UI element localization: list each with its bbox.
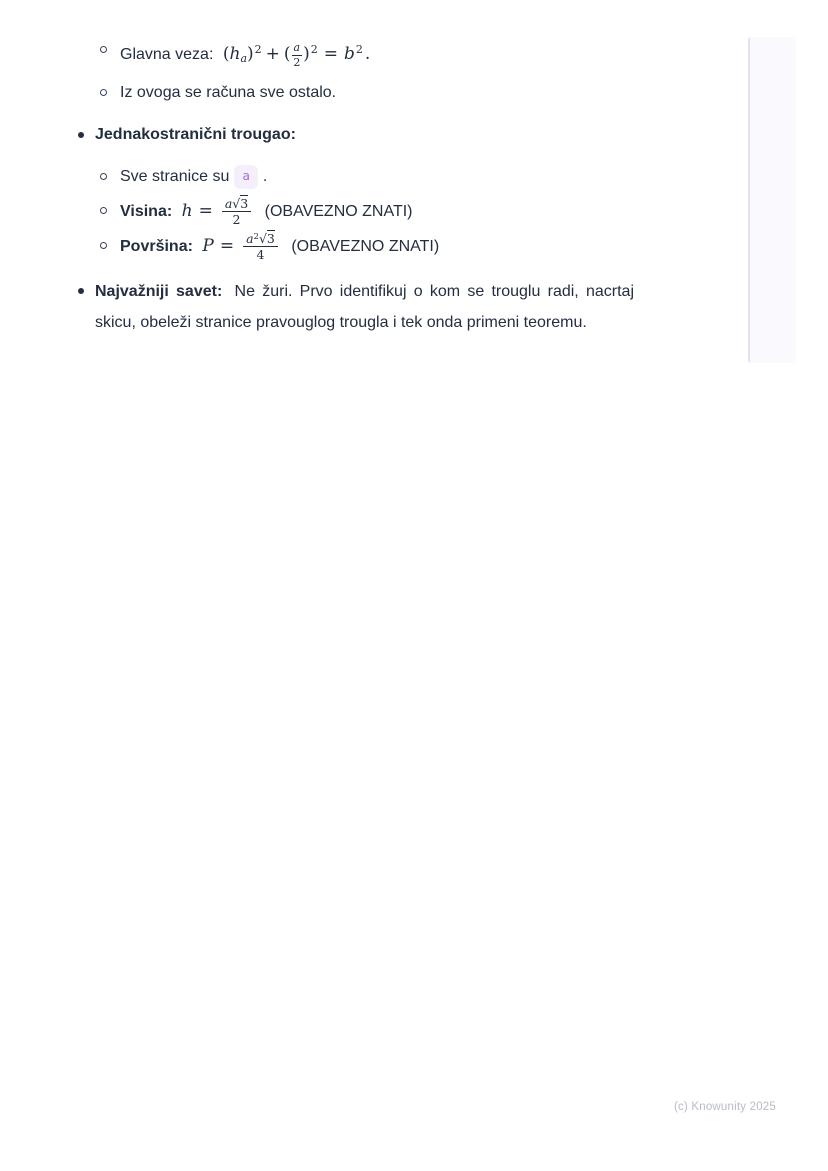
math-token: ) [247, 44, 254, 64]
emphasis-note: (OBAVEZNO ZNATI) [291, 238, 440, 256]
math-token: a [293, 41, 301, 55]
list-item-povrsina [0, 232, 634, 261]
math-token: ( [283, 44, 291, 64]
formula-label: Glavna veza: [120, 46, 214, 63]
fraction-numerator [243, 232, 278, 247]
list-item-glavna-veza [0, 36, 634, 73]
math-token: = [198, 201, 213, 222]
formula-glavna-veza [222, 41, 371, 69]
list-item-advice [0, 276, 634, 338]
section-heading: Jednakostranični trougao: [95, 126, 296, 143]
list-item-visina [0, 197, 634, 226]
circle-bullet-icon [100, 207, 107, 214]
math-token: b [343, 44, 355, 64]
advice-label: Najvažniji savet: [95, 282, 223, 300]
sub-bullet-list [0, 36, 634, 107]
math-token: 3 [240, 196, 249, 211]
list-item-equilateral-heading [0, 121, 634, 149]
notes-content [0, 36, 634, 338]
math-token: 2 [254, 43, 262, 56]
list-item-iz-ovoga [0, 79, 634, 107]
sub-bullet-list [0, 163, 634, 262]
math-token: ) [303, 44, 310, 64]
math-token: 3 [266, 231, 275, 247]
math-token: = [219, 236, 235, 257]
math-token: . [364, 44, 371, 64]
formula-visina [181, 196, 255, 228]
sqrt-icon: √ [232, 196, 241, 211]
math-token: = [323, 44, 338, 64]
formula-label: Visina: [120, 203, 173, 221]
advice-paragraph [95, 276, 634, 338]
list-item-text: Sve stranice su [120, 168, 230, 185]
circle-bullet-icon [100, 173, 107, 180]
circle-bullet-icon [100, 89, 107, 96]
side-panel-edge[interactable] [748, 37, 796, 363]
bullet-list [0, 121, 634, 149]
fraction [222, 197, 251, 226]
formula-label: Površina: [120, 238, 193, 256]
math-token: 2 [253, 232, 259, 243]
math-token: 2 [355, 43, 363, 56]
list-item-sides [0, 163, 634, 191]
math-token: h [181, 201, 193, 222]
math-token: ( [222, 44, 230, 64]
math-token: h [229, 44, 241, 64]
inline-code-badge: a [234, 165, 258, 189]
math-token: 2 [293, 56, 301, 69]
math-token: P [202, 236, 214, 257]
math-token: 2 [310, 43, 318, 56]
math-token: a [246, 231, 254, 247]
fraction-denominator: 2 [232, 212, 241, 228]
math-token: a [240, 52, 247, 65]
bullet-list [0, 276, 634, 338]
circle-bullet-icon [100, 242, 107, 249]
circle-bullet-icon [100, 46, 107, 53]
emphasis-note: (OBAVEZNO ZNATI) [264, 203, 413, 221]
list-item-text: Iz ovoga se računa sve ostalo. [120, 84, 337, 101]
math-token: + [265, 44, 280, 64]
formula-povrsina [202, 231, 281, 263]
fraction-numerator [222, 197, 251, 212]
disc-bullet-icon [78, 132, 84, 138]
copyright-footer: (c) Knowunity 2025 [673, 1101, 776, 1113]
fraction [292, 42, 303, 68]
sqrt-icon: √ [258, 231, 267, 247]
math-token: a [224, 196, 233, 211]
fraction-denominator: 4 [256, 247, 265, 263]
list-item-text: . [262, 168, 268, 185]
disc-bullet-icon [78, 288, 84, 294]
fraction [243, 232, 278, 261]
advice-text: Ne žuri. Prvo identifikuj o kom se trouglu radi, nacrtaj skicu, obeleži stranice pravouglog trougla i tek onda primeni teoremu. [95, 282, 634, 331]
